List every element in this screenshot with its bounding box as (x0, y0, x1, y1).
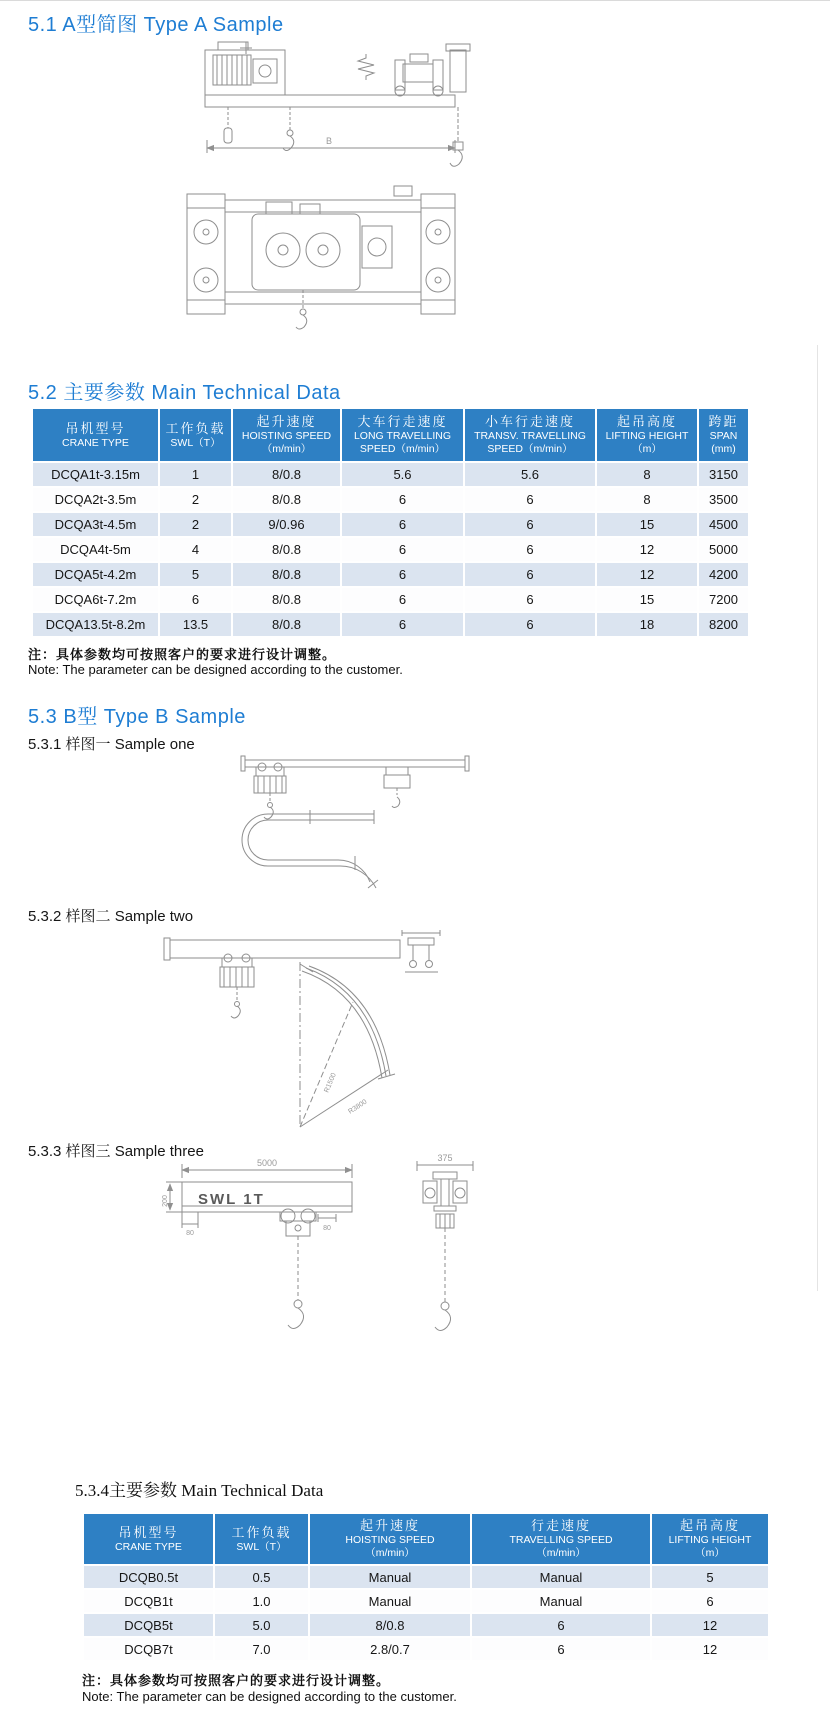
table-cell: 6 (341, 537, 464, 562)
table-cell: Manual (471, 1565, 651, 1589)
table-cell: 2 (159, 487, 232, 512)
column-header-cn: 起吊高度 (616, 414, 677, 429)
table-row (83, 1589, 769, 1613)
table-cell: 6 (471, 1637, 651, 1661)
section-5-2-heading: 5.2 主要参数 Main Technical Data (28, 382, 341, 404)
table-cell: Manual (309, 1565, 471, 1589)
column-header-cn: 起吊高度 (679, 1518, 740, 1533)
table-cell: 0.5 (214, 1565, 309, 1589)
table-cell: 15 (596, 512, 698, 537)
table-cell: DCQA2t-3.5m (32, 487, 159, 512)
column-header-cn: 工作负载 (231, 1524, 292, 1540)
column-header-unit: （m/min） (261, 443, 312, 455)
type-a-spec-table (31, 407, 750, 638)
column-header-unit: (mm) (711, 443, 736, 455)
table-cell: 7200 (698, 587, 749, 612)
column-header-en: SWL（T） (170, 436, 221, 449)
column-header-en: SWL（T） (236, 1540, 287, 1553)
header-row (83, 1513, 769, 1565)
column-header-cn: 大车行走速度 (357, 414, 448, 429)
radius-dim-label-r3800: R3800 (347, 1098, 369, 1116)
table-cell: 6 (341, 562, 464, 587)
table-cell: Manual (309, 1589, 471, 1613)
table-cell: Manual (471, 1589, 651, 1613)
column-header-swl (214, 1513, 309, 1565)
table-row (32, 537, 749, 562)
table-row (32, 562, 749, 587)
table-cell: 8 (596, 462, 698, 487)
column-header-en: LIFTING HEIGHT (668, 1534, 752, 1546)
column-header-crane-type (32, 408, 159, 462)
column-header-en: CRANE TYPE (115, 1540, 182, 1553)
type-a-top-view (205, 42, 470, 166)
column-header-transv-travelling (464, 408, 596, 462)
table-cell: 6 (464, 537, 596, 562)
table-cell: 8200 (698, 612, 749, 637)
column-header-en: HOISTING SPEED (345, 1534, 435, 1546)
table-cell: 6 (464, 612, 596, 637)
table-cell: 6 (341, 612, 464, 637)
table-cell: 18 (596, 612, 698, 637)
column-header-cn: 小车行走速度 (484, 414, 575, 429)
beam-span-dim-label: B (326, 136, 333, 146)
table-row (32, 612, 749, 637)
column-header-en: LONG TRAVELLING (353, 430, 452, 442)
page-separator-line (0, 0, 830, 1)
note-en: Note: The parameter can be designed according to the customer. (28, 662, 403, 677)
table-row (32, 587, 749, 612)
column-header-lifting-height (651, 1513, 769, 1565)
table-row (83, 1565, 769, 1589)
table-cell: 5.6 (341, 462, 464, 487)
column-header-cn: 吊机型号 (65, 420, 126, 436)
note-en: Note: The parameter can be designed according to the customer. (82, 1689, 457, 1704)
table-cell: 5.0 (214, 1613, 309, 1637)
column-header-unit: （m/min） (536, 1547, 586, 1559)
note-cn: 注：具体参数均可按照客户的要求进行设计调整。 (82, 1673, 391, 1688)
table-cell: 1.0 (214, 1589, 309, 1613)
column-header-travelling-speed (471, 1513, 651, 1565)
table-cell: 6 (651, 1589, 769, 1613)
table-cell: 8/0.8 (232, 587, 341, 612)
table-row (32, 487, 749, 512)
column-header-hoisting-speed (232, 408, 341, 462)
table-cell: 8/0.8 (232, 537, 341, 562)
column-header-cn: 跨距 (708, 414, 739, 429)
column-header-long-travelling (341, 408, 464, 462)
table-cell: 6 (341, 487, 464, 512)
column-header-crane-type (83, 1513, 214, 1565)
table-cell: 5.6 (464, 462, 596, 487)
table-cell: DCQA13.5t-8.2m (32, 612, 159, 637)
column-header-unit: （m/min） (365, 1547, 415, 1559)
table-cell: 6 (471, 1613, 651, 1637)
column-header-en: HOISTING SPEED (241, 430, 332, 442)
table-cell: 6 (464, 562, 596, 587)
table-cell: 6 (464, 512, 596, 537)
width-dim-label: 375 (437, 1153, 453, 1163)
type-b-sample-three-drawing (140, 1152, 570, 1342)
offset-left-dim-label: 80 (186, 1230, 194, 1237)
table-cell: DCQA1t-3.15m (32, 462, 159, 487)
column-header-en: LIFTING HEIGHT (605, 430, 689, 442)
table-cell: 6 (341, 587, 464, 612)
table-cell: 3500 (698, 487, 749, 512)
column-header-cn: 起升速度 (256, 414, 317, 429)
column-header-cn: 行走速度 (530, 1518, 591, 1533)
column-header-hoisting-speed (309, 1513, 471, 1565)
note-cn: 注：具体参数均可按照客户的要求进行设计调整。 (28, 647, 337, 662)
span-dim-label: 5000 (257, 1158, 278, 1168)
table-cell: 6 (464, 487, 596, 512)
offset-right-dim-label: 80 (323, 1225, 331, 1232)
table-cell: 9/0.96 (232, 512, 341, 537)
table-cell: 13.5 (159, 612, 232, 637)
type-b-sample-one-drawing (150, 752, 550, 894)
column-header-en: TRAVELLING SPEED (509, 1534, 613, 1546)
table-cell: DCQB7t (83, 1637, 214, 1661)
height-dim-label: 200 (162, 1195, 169, 1207)
header-row (32, 408, 749, 462)
type-b-sample-two-drawing (150, 928, 470, 1140)
table-cell: 6 (341, 512, 464, 537)
column-header-unit: （m） (632, 443, 662, 455)
table-cell: DCQB1t (83, 1589, 214, 1613)
table-cell: 12 (651, 1613, 769, 1637)
table-cell: DCQA6t-7.2m (32, 587, 159, 612)
table-cell: 3150 (698, 462, 749, 487)
type-b-spec-table (82, 1512, 770, 1662)
table-cell: 1 (159, 462, 232, 487)
table-row (83, 1637, 769, 1661)
table-cell: 5 (159, 562, 232, 587)
section-5-3-2-heading: 5.3.2 样图二 Sample two (28, 908, 194, 925)
table-cell: 12 (651, 1637, 769, 1661)
table-cell: 8/0.8 (232, 487, 341, 512)
table-cell: 8/0.8 (232, 462, 341, 487)
table-cell: 2 (159, 512, 232, 537)
table-cell: 5 (651, 1565, 769, 1589)
column-header-en: TRANSV. TRAVELLING (474, 430, 586, 442)
table-cell: DCQB5t (83, 1613, 214, 1637)
table-cell: 4200 (698, 562, 749, 587)
type-a-crane-drawing (140, 36, 680, 341)
table-cell: DCQA5t-4.2m (32, 562, 159, 587)
table-cell: 8/0.8 (309, 1613, 471, 1637)
table-cell: DCQA4t-5m (32, 537, 159, 562)
column-header-swl (159, 408, 232, 462)
table-row (32, 512, 749, 537)
table-row (83, 1613, 769, 1637)
column-header-cn: 起升速度 (359, 1518, 420, 1533)
table-row (32, 462, 749, 487)
table-cell: 6 (464, 587, 596, 612)
table-cell: 4500 (698, 512, 749, 537)
column-header-en: CRANE TYPE (62, 436, 129, 449)
table-cell: 2.8/0.7 (309, 1637, 471, 1661)
table-cell: DCQA3t-4.5m (32, 512, 159, 537)
table-cell: 4 (159, 537, 232, 562)
column-header-cn: 工作负载 (165, 420, 226, 436)
section-5-3-heading: 5.3 B型 Type B Sample (28, 706, 246, 728)
column-header-unit: （m） (695, 1547, 725, 1559)
swl-capacity-label: SWL 1T (198, 1191, 265, 1208)
section-5-3-3-heading: 5.3.3 样图三 Sample three (28, 1143, 204, 1160)
section-5-3-4-heading: 5.3.4主要参数 Main Technical Data (75, 1481, 324, 1500)
column-header-en: SPAN (709, 430, 738, 442)
column-header-unit: SPEED（m/min） (359, 443, 446, 455)
table-cell: 8/0.8 (232, 562, 341, 587)
column-header-unit: SPEED（m/min） (487, 443, 573, 455)
table-cell: 12 (596, 537, 698, 562)
table-cell: 8/0.8 (232, 612, 341, 637)
column-header-cn: 吊机型号 (118, 1524, 179, 1540)
radius-dim-label-r1500: R1500 (323, 1072, 338, 1094)
section-5-1-heading: 5.1 A型简图 Type A Sample (28, 14, 284, 36)
table-cell: DCQB0.5t (83, 1565, 214, 1589)
type-a-front-view (187, 186, 455, 329)
page-edge-line (817, 345, 818, 1291)
column-header-lifting-height (596, 408, 698, 462)
table-cell: 5000 (698, 537, 749, 562)
table-cell: 6 (159, 587, 232, 612)
column-header-span (698, 408, 749, 462)
section-5-3-1-heading: 5.3.1 样图一 Sample one (28, 736, 195, 753)
table-cell: 12 (596, 562, 698, 587)
table-cell: 7.0 (214, 1637, 309, 1661)
table-cell: 8 (596, 487, 698, 512)
table-cell: 15 (596, 587, 698, 612)
